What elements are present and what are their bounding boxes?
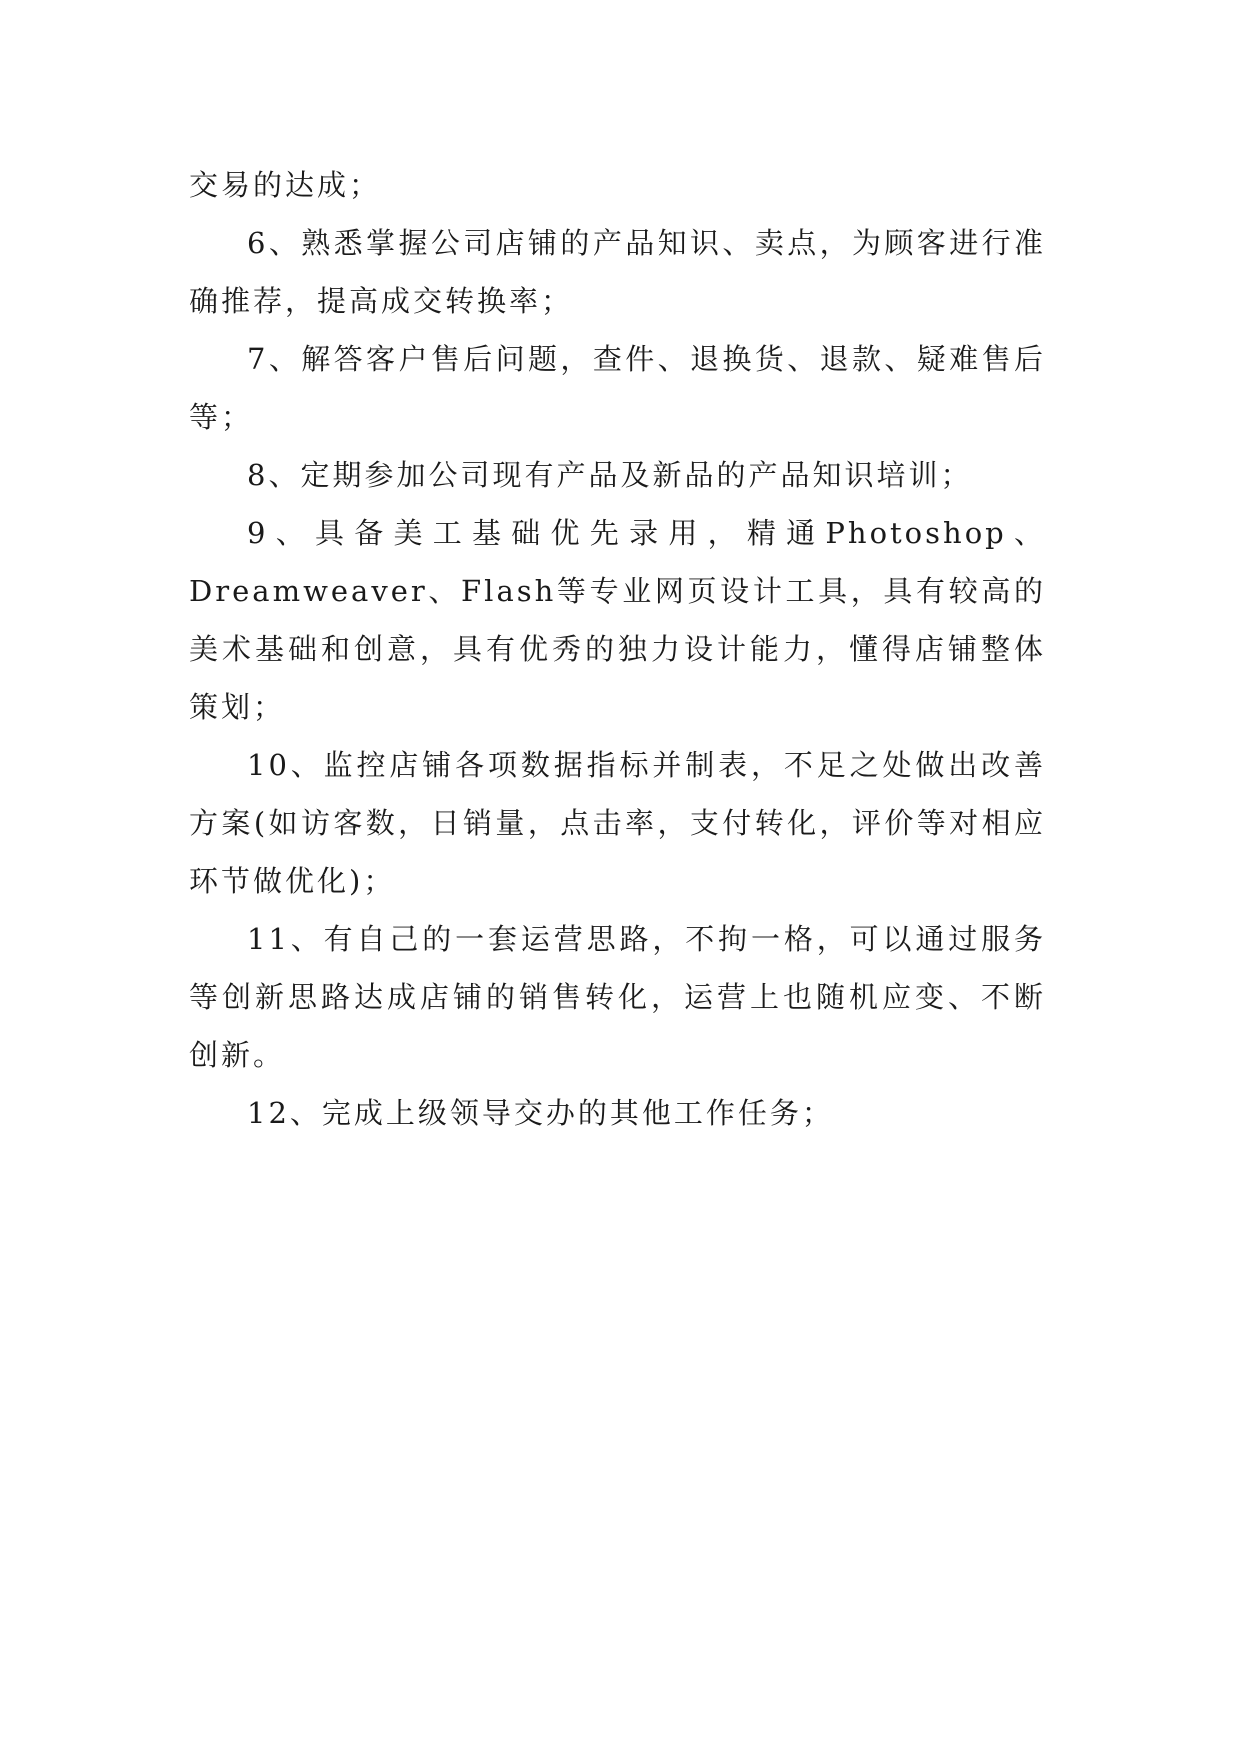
paragraph: 12、完成上级领导交办的其他工作任务； (247, 1096, 834, 1130)
paragraph: 9、具备美工基础优先录用，精通Photoshop、Dreamweaver、Flash等专业网页设计工具，具有较高的美术基础和创意，具有优秀的独力设计能力，懂得店铺整体策划； (189, 516, 1046, 724)
paragraph: 11、有自己的一套运营思路，不拘一格，可以通过服务等创新思路达成店铺的销售转化，运营上也随机应变、不断创新。 (189, 922, 1046, 1072)
paragraph: 8、定期参加公司现有产品及新品的产品知识培训； (247, 458, 973, 492)
paragraph: 交易的达成； (189, 168, 382, 202)
paragraph: 6、熟悉掌握公司店铺的产品知识、卖点，为顾客进行准确推荐，提高成交转换率； (189, 226, 1046, 318)
paragraph: 10、监控店铺各项数据指标并制表，不足之处做出改善方案(如访客数，日销量，点击率，支付转化，评价等对相应环节做优化)； (189, 748, 1046, 898)
paragraph: 7、解答客户售后问题，查件、退换货、退款、疑难售后等； (189, 342, 1046, 434)
document-body (189, 156, 1046, 1142)
